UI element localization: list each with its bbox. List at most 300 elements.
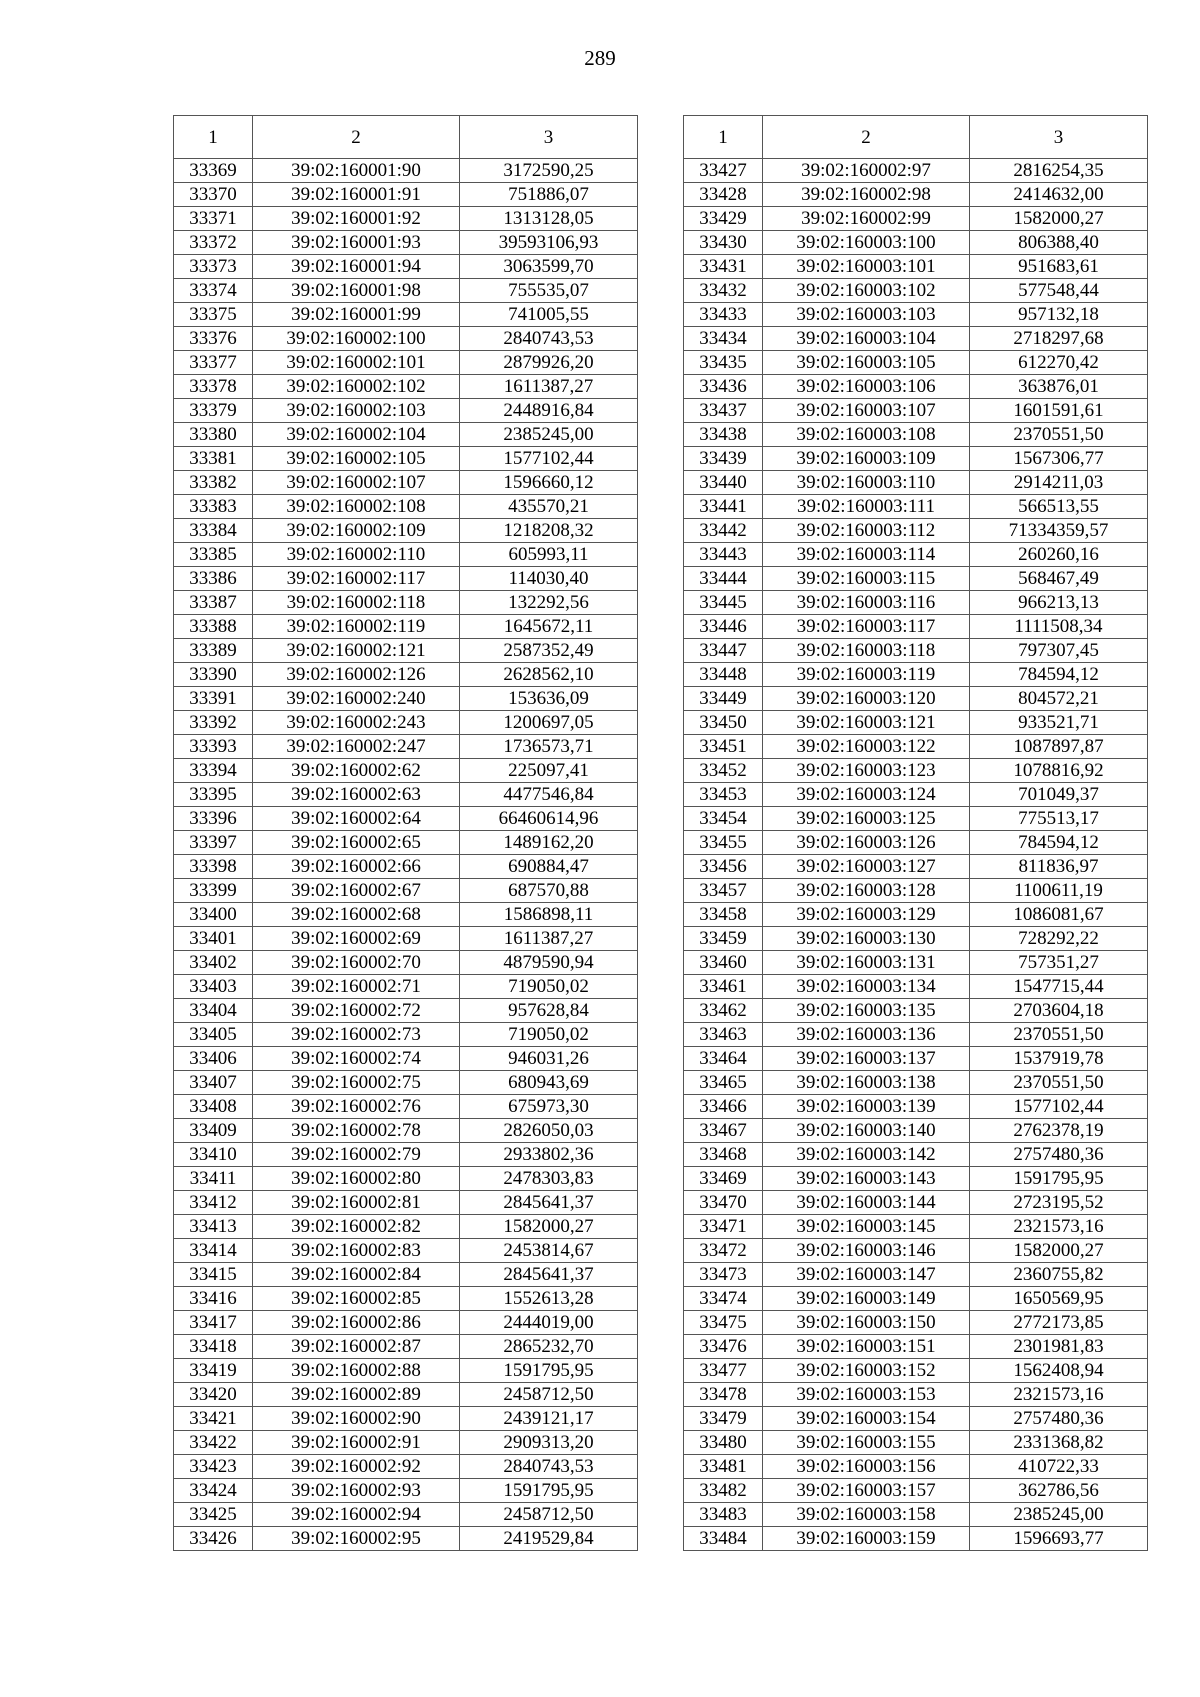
value-cell: 2587352,49 [460, 639, 638, 663]
value-cell: 114030,40 [460, 567, 638, 591]
table-row [174, 855, 638, 879]
row-number-cell: 33472 [684, 1239, 763, 1263]
row-number-cell: 33390 [174, 663, 253, 687]
value-cell: 933521,71 [970, 711, 1148, 735]
table-row [684, 303, 1148, 327]
cadastral-number-cell: 39:02:160003:152 [763, 1359, 970, 1383]
table-row [174, 807, 638, 831]
table-row [684, 663, 1148, 687]
row-number-cell: 33384 [174, 519, 253, 543]
cadastral-number-cell: 39:02:160003:104 [763, 327, 970, 351]
value-cell: 1562408,94 [970, 1359, 1148, 1383]
cadastral-number-cell: 39:02:160003:122 [763, 735, 970, 759]
value-cell: 2439121,17 [460, 1407, 638, 1431]
row-number-cell: 33460 [684, 951, 763, 975]
table-row [684, 855, 1148, 879]
table-row [174, 519, 638, 543]
table-row [174, 279, 638, 303]
value-cell: 1586898,11 [460, 903, 638, 927]
cadastral-number-cell: 39:02:160001:91 [253, 183, 460, 207]
value-cell: 1736573,71 [460, 735, 638, 759]
table-row [684, 207, 1148, 231]
cadastral-number-cell: 39:02:160001:93 [253, 231, 460, 255]
value-cell: 1087897,87 [970, 735, 1148, 759]
cadastral-number-cell: 39:02:160002:74 [253, 1047, 460, 1071]
table-row [174, 1479, 638, 1503]
table-row [684, 927, 1148, 951]
column-header-2: 2 [253, 116, 460, 159]
cadastral-number-cell: 39:02:160002:80 [253, 1167, 460, 1191]
value-cell: 2840743,53 [460, 1455, 638, 1479]
value-cell: 757351,27 [970, 951, 1148, 975]
cadastral-number-cell: 39:02:160002:81 [253, 1191, 460, 1215]
table-row [684, 783, 1148, 807]
cadastral-number-cell: 39:02:160003:126 [763, 831, 970, 855]
row-number-cell: 33391 [174, 687, 253, 711]
cadastral-number-cell: 39:02:160003:159 [763, 1527, 970, 1551]
cadastral-number-cell: 39:02:160002:71 [253, 975, 460, 999]
row-number-cell: 33440 [684, 471, 763, 495]
table-row [174, 1527, 638, 1551]
table-row [174, 1359, 638, 1383]
cadastral-number-cell: 39:02:160003:110 [763, 471, 970, 495]
row-number-cell: 33414 [174, 1239, 253, 1263]
row-number-cell: 33462 [684, 999, 763, 1023]
cadastral-number-cell: 39:02:160003:137 [763, 1047, 970, 1071]
cadastral-number-cell: 39:02:160003:139 [763, 1095, 970, 1119]
value-cell: 1552613,28 [460, 1287, 638, 1311]
row-number-cell: 33443 [684, 543, 763, 567]
row-number-cell: 33385 [174, 543, 253, 567]
row-number-cell: 33373 [174, 255, 253, 279]
row-number-cell: 33406 [174, 1047, 253, 1071]
table-row [174, 495, 638, 519]
value-cell: 719050,02 [460, 975, 638, 999]
row-number-cell: 33423 [174, 1455, 253, 1479]
cadastral-number-cell: 39:02:160002:108 [253, 495, 460, 519]
table-row [174, 327, 638, 351]
value-cell: 568467,49 [970, 567, 1148, 591]
cadastral-number-cell: 39:02:160003:107 [763, 399, 970, 423]
row-number-cell: 33455 [684, 831, 763, 855]
table-row [684, 519, 1148, 543]
table-row [684, 423, 1148, 447]
cadastral-number-cell: 39:02:160002:121 [253, 639, 460, 663]
cadastral-number-cell: 39:02:160003:123 [763, 759, 970, 783]
table-row [684, 999, 1148, 1023]
row-number-cell: 33466 [684, 1095, 763, 1119]
row-number-cell: 33471 [684, 1215, 763, 1239]
table-row [684, 1095, 1148, 1119]
table-row [684, 1167, 1148, 1191]
value-cell: 2458712,50 [460, 1503, 638, 1527]
row-number-cell: 33482 [684, 1479, 763, 1503]
table-row [684, 1527, 1148, 1551]
value-cell: 1200697,05 [460, 711, 638, 735]
value-cell: 2301981,83 [970, 1335, 1148, 1359]
value-cell: 1489162,20 [460, 831, 638, 855]
table-row [174, 1047, 638, 1071]
cadastral-number-cell: 39:02:160002:95 [253, 1527, 460, 1551]
value-cell: 2914211,03 [970, 471, 1148, 495]
cadastral-number-cell: 39:02:160002:70 [253, 951, 460, 975]
value-cell: 2909313,20 [460, 1431, 638, 1455]
cadastral-number-cell: 39:02:160003:136 [763, 1023, 970, 1047]
table-row [174, 375, 638, 399]
table-row [174, 639, 638, 663]
value-cell: 2772173,85 [970, 1311, 1148, 1335]
table-row [684, 1047, 1148, 1071]
cadastral-number-cell: 39:02:160003:124 [763, 783, 970, 807]
row-number-cell: 33433 [684, 303, 763, 327]
row-number-cell: 33446 [684, 615, 763, 639]
cadastral-number-cell: 39:02:160003:117 [763, 615, 970, 639]
value-cell: 2458712,50 [460, 1383, 638, 1407]
table-row [684, 735, 1148, 759]
table-row [174, 927, 638, 951]
value-cell: 3172590,25 [460, 159, 638, 183]
row-number-cell: 33479 [684, 1407, 763, 1431]
value-cell: 2718297,68 [970, 327, 1148, 351]
table-row [684, 279, 1148, 303]
cadastral-number-cell: 39:02:160003:146 [763, 1239, 970, 1263]
row-number-cell: 33429 [684, 207, 763, 231]
row-number-cell: 33387 [174, 591, 253, 615]
cadastral-number-cell: 39:02:160002:101 [253, 351, 460, 375]
registry-table-right [683, 115, 1148, 1551]
cadastral-number-cell: 39:02:160002:247 [253, 735, 460, 759]
cadastral-number-cell: 39:02:160002:102 [253, 375, 460, 399]
value-cell: 804572,21 [970, 687, 1148, 711]
registry-table-left [173, 115, 638, 1551]
cadastral-number-cell: 39:02:160003:150 [763, 1311, 970, 1335]
value-cell: 4477546,84 [460, 783, 638, 807]
cadastral-number-cell: 39:02:160003:121 [763, 711, 970, 735]
cadastral-number-cell: 39:02:160003:105 [763, 351, 970, 375]
cadastral-number-cell: 39:02:160003:108 [763, 423, 970, 447]
row-number-cell: 33465 [684, 1071, 763, 1095]
table-row [684, 1455, 1148, 1479]
table-row [174, 567, 638, 591]
cadastral-number-cell: 39:02:160002:78 [253, 1119, 460, 1143]
row-number-cell: 33457 [684, 879, 763, 903]
row-number-cell: 33425 [174, 1503, 253, 1527]
row-number-cell: 33417 [174, 1311, 253, 1335]
value-cell: 2879926,20 [460, 351, 638, 375]
row-number-cell: 33451 [684, 735, 763, 759]
table-row [174, 1263, 638, 1287]
row-number-cell: 33372 [174, 231, 253, 255]
value-cell: 1601591,61 [970, 399, 1148, 423]
value-cell: 1537919,78 [970, 1047, 1148, 1071]
row-number-cell: 33409 [174, 1119, 253, 1143]
value-cell: 1577102,44 [970, 1095, 1148, 1119]
row-number-cell: 33467 [684, 1119, 763, 1143]
row-number-cell: 33413 [174, 1215, 253, 1239]
value-cell: 1611387,27 [460, 927, 638, 951]
table-row [684, 1479, 1148, 1503]
value-cell: 435570,21 [460, 495, 638, 519]
cadastral-number-cell: 39:02:160002:84 [253, 1263, 460, 1287]
table-row [684, 1335, 1148, 1359]
value-cell: 2757480,36 [970, 1143, 1148, 1167]
cadastral-number-cell: 39:02:160003:130 [763, 927, 970, 951]
table-row [174, 1431, 638, 1455]
value-cell: 2840743,53 [460, 327, 638, 351]
row-number-cell: 33428 [684, 183, 763, 207]
table-row [684, 1503, 1148, 1527]
cadastral-number-cell: 39:02:160002:99 [763, 207, 970, 231]
table-row [684, 351, 1148, 375]
value-cell: 2370551,50 [970, 423, 1148, 447]
table-row [174, 255, 638, 279]
row-number-cell: 33461 [684, 975, 763, 999]
value-cell: 1591795,95 [460, 1479, 638, 1503]
table-row [174, 1119, 638, 1143]
table-row [174, 183, 638, 207]
row-number-cell: 33478 [684, 1383, 763, 1407]
table-row [684, 1071, 1148, 1095]
cadastral-number-cell: 39:02:160001:90 [253, 159, 460, 183]
value-cell: 728292,22 [970, 927, 1148, 951]
table-row [174, 999, 638, 1023]
row-number-cell: 33403 [174, 975, 253, 999]
cadastral-number-cell: 39:02:160003:131 [763, 951, 970, 975]
row-number-cell: 33380 [174, 423, 253, 447]
cadastral-number-cell: 39:02:160003:120 [763, 687, 970, 711]
cadastral-number-cell: 39:02:160002:90 [253, 1407, 460, 1431]
row-number-cell: 33405 [174, 1023, 253, 1047]
cadastral-number-cell: 39:02:160003:125 [763, 807, 970, 831]
row-number-cell: 33388 [174, 615, 253, 639]
value-cell: 1577102,44 [460, 447, 638, 471]
cadastral-number-cell: 39:02:160002:79 [253, 1143, 460, 1167]
value-cell: 719050,02 [460, 1023, 638, 1047]
cadastral-number-cell: 39:02:160003:118 [763, 639, 970, 663]
value-cell: 1582000,27 [970, 207, 1148, 231]
value-cell: 690884,47 [460, 855, 638, 879]
row-number-cell: 33439 [684, 447, 763, 471]
value-cell: 2385245,00 [970, 1503, 1148, 1527]
row-number-cell: 33374 [174, 279, 253, 303]
cadastral-number-cell: 39:02:160003:109 [763, 447, 970, 471]
cadastral-number-cell: 39:02:160002:73 [253, 1023, 460, 1047]
row-number-cell: 33481 [684, 1455, 763, 1479]
row-number-cell: 33464 [684, 1047, 763, 1071]
cadastral-number-cell: 39:02:160003:149 [763, 1287, 970, 1311]
cadastral-number-cell: 39:02:160003:114 [763, 543, 970, 567]
row-number-cell: 33434 [684, 327, 763, 351]
row-number-cell: 33401 [174, 927, 253, 951]
cadastral-number-cell: 39:02:160002:92 [253, 1455, 460, 1479]
cadastral-number-cell: 39:02:160002:68 [253, 903, 460, 927]
value-cell: 225097,41 [460, 759, 638, 783]
cadastral-number-cell: 39:02:160003:157 [763, 1479, 970, 1503]
table-row [684, 711, 1148, 735]
table-row [174, 303, 638, 327]
table-row [684, 543, 1148, 567]
value-cell: 362786,56 [970, 1479, 1148, 1503]
table-row [684, 399, 1148, 423]
value-cell: 751886,07 [460, 183, 638, 207]
row-number-cell: 33477 [684, 1359, 763, 1383]
cadastral-number-cell: 39:02:160002:87 [253, 1335, 460, 1359]
cadastral-number-cell: 39:02:160003:116 [763, 591, 970, 615]
cadastral-number-cell: 39:02:160001:98 [253, 279, 460, 303]
cadastral-number-cell: 39:02:160003:111 [763, 495, 970, 519]
table-row [174, 1071, 638, 1095]
row-number-cell: 33383 [174, 495, 253, 519]
row-number-cell: 33444 [684, 567, 763, 591]
cadastral-number-cell: 39:02:160002:88 [253, 1359, 460, 1383]
cadastral-number-cell: 39:02:160003:144 [763, 1191, 970, 1215]
table-row [174, 1455, 638, 1479]
table-row [684, 255, 1148, 279]
cadastral-number-cell: 39:02:160003:142 [763, 1143, 970, 1167]
cadastral-number-cell: 39:02:160003:151 [763, 1335, 970, 1359]
table-row [684, 687, 1148, 711]
table-row [684, 375, 1148, 399]
row-number-cell: 33370 [174, 183, 253, 207]
value-cell: 2703604,18 [970, 999, 1148, 1023]
table-row [684, 1023, 1148, 1047]
row-number-cell: 33418 [174, 1335, 253, 1359]
table-row [684, 1431, 1148, 1455]
table-row [174, 1311, 638, 1335]
cadastral-number-cell: 39:02:160003:135 [763, 999, 970, 1023]
row-number-cell: 33454 [684, 807, 763, 831]
row-number-cell: 33424 [174, 1479, 253, 1503]
table-row [174, 1191, 638, 1215]
value-cell: 701049,37 [970, 783, 1148, 807]
row-number-cell: 33377 [174, 351, 253, 375]
table-row [684, 1191, 1148, 1215]
cadastral-number-cell: 39:02:160003:156 [763, 1455, 970, 1479]
value-cell: 1591795,95 [970, 1167, 1148, 1191]
row-number-cell: 33369 [174, 159, 253, 183]
cadastral-number-cell: 39:02:160002:107 [253, 471, 460, 495]
cadastral-number-cell: 39:02:160002:110 [253, 543, 460, 567]
cadastral-number-cell: 39:02:160003:158 [763, 1503, 970, 1527]
value-cell: 1596693,77 [970, 1527, 1148, 1551]
value-cell: 1078816,92 [970, 759, 1148, 783]
value-cell: 1100611,19 [970, 879, 1148, 903]
column-header-2: 2 [763, 116, 970, 159]
value-cell: 2321573,16 [970, 1383, 1148, 1407]
value-cell: 2762378,19 [970, 1119, 1148, 1143]
table-row [174, 663, 638, 687]
row-number-cell: 33421 [174, 1407, 253, 1431]
cadastral-number-cell: 39:02:160002:104 [253, 423, 460, 447]
value-cell: 2444019,00 [460, 1311, 638, 1335]
table-row [174, 759, 638, 783]
cadastral-number-cell: 39:02:160002:85 [253, 1287, 460, 1311]
value-cell: 1591795,95 [460, 1359, 638, 1383]
row-number-cell: 33397 [174, 831, 253, 855]
row-number-cell: 33459 [684, 927, 763, 951]
value-cell: 153636,09 [460, 687, 638, 711]
table-row [174, 975, 638, 999]
cadastral-number-cell: 39:02:160003:106 [763, 375, 970, 399]
cadastral-number-cell: 39:02:160002:83 [253, 1239, 460, 1263]
value-cell: 605993,11 [460, 543, 638, 567]
row-number-cell: 33392 [174, 711, 253, 735]
cadastral-number-cell: 39:02:160003:143 [763, 1167, 970, 1191]
table-row [174, 159, 638, 183]
cadastral-number-cell: 39:02:160003:112 [763, 519, 970, 543]
cadastral-number-cell: 39:02:160002:75 [253, 1071, 460, 1095]
table-row [174, 591, 638, 615]
page-number: 289 [584, 46, 616, 70]
value-cell: 2385245,00 [460, 423, 638, 447]
value-cell: 1218208,32 [460, 519, 638, 543]
row-number-cell: 33447 [684, 639, 763, 663]
cadastral-number-cell: 39:02:160003:147 [763, 1263, 970, 1287]
table-row [174, 903, 638, 927]
cadastral-number-cell: 39:02:160002:243 [253, 711, 460, 735]
table-row [174, 399, 638, 423]
row-number-cell: 33375 [174, 303, 253, 327]
cadastral-number-cell: 39:02:160002:117 [253, 567, 460, 591]
row-number-cell: 33378 [174, 375, 253, 399]
row-number-cell: 33396 [174, 807, 253, 831]
value-cell: 1111508,34 [970, 615, 1148, 639]
value-cell: 577548,44 [970, 279, 1148, 303]
cadastral-number-cell: 39:02:160003:100 [763, 231, 970, 255]
cadastral-number-cell: 39:02:160002:72 [253, 999, 460, 1023]
row-number-cell: 33448 [684, 663, 763, 687]
value-cell: 2845641,37 [460, 1191, 638, 1215]
value-cell: 3063599,70 [460, 255, 638, 279]
cadastral-number-cell: 39:02:160003:102 [763, 279, 970, 303]
row-number-cell: 33393 [174, 735, 253, 759]
table-row [174, 543, 638, 567]
column-header-3: 3 [970, 116, 1148, 159]
value-cell: 806388,40 [970, 231, 1148, 255]
table-row [684, 831, 1148, 855]
value-cell: 2757480,36 [970, 1407, 1148, 1431]
table-row [684, 447, 1148, 471]
cadastral-number-cell: 39:02:160002:98 [763, 183, 970, 207]
row-number-cell: 33422 [174, 1431, 253, 1455]
table-row [684, 1383, 1148, 1407]
table-row [684, 471, 1148, 495]
value-cell: 2419529,84 [460, 1527, 638, 1551]
value-cell: 797307,45 [970, 639, 1148, 663]
cadastral-number-cell: 39:02:160002:65 [253, 831, 460, 855]
cadastral-number-cell: 39:02:160003:154 [763, 1407, 970, 1431]
table-row [684, 639, 1148, 663]
table-row [684, 615, 1148, 639]
value-cell: 2453814,67 [460, 1239, 638, 1263]
row-number-cell: 33381 [174, 447, 253, 471]
cadastral-number-cell: 39:02:160003:140 [763, 1119, 970, 1143]
row-number-cell: 33437 [684, 399, 763, 423]
cadastral-number-cell: 39:02:160002:91 [253, 1431, 460, 1455]
cadastral-number-cell: 39:02:160003:115 [763, 567, 970, 591]
value-cell: 2370551,50 [970, 1071, 1148, 1095]
value-cell: 687570,88 [460, 879, 638, 903]
value-cell: 71334359,57 [970, 519, 1148, 543]
table-row [684, 1359, 1148, 1383]
value-cell: 675973,30 [460, 1095, 638, 1119]
value-cell: 966213,13 [970, 591, 1148, 615]
value-cell: 2414632,00 [970, 183, 1148, 207]
cadastral-number-cell: 39:02:160001:99 [253, 303, 460, 327]
row-number-cell: 33376 [174, 327, 253, 351]
table-row [684, 1143, 1148, 1167]
row-number-cell: 33473 [684, 1263, 763, 1287]
